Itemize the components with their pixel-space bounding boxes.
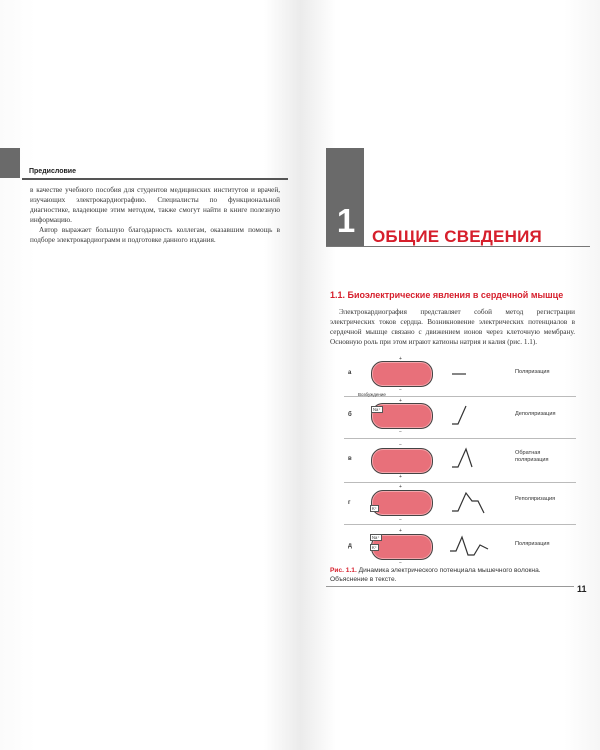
charge-sign: −: [399, 517, 402, 523]
state-label: Деполяризация: [515, 411, 556, 417]
chapter-rule: [326, 246, 590, 247]
charge-sign: −: [399, 442, 402, 448]
running-header: Предисловие: [29, 168, 76, 175]
preface-paragraph-2: Автор выражает большую благодарность коллегам, оказавшим помощь в подборе электрокардиограмм и подготовке данного издания.: [30, 226, 280, 244]
potential-curve-icon: [450, 531, 490, 561]
section-body: Электрокардиография представляет собой метод регистрации электрических токов сердца. Возникновение электрических потенциалов в сердечной мышце связано с движением ионов через клеточную мембрану. Основную роль при этом играют катионы натрия и калия (рис. 1.1).: [330, 308, 575, 346]
figure-row-g: [344, 482, 576, 526]
charge-sign: +: [399, 474, 402, 480]
state-label: Поляризация: [515, 369, 550, 375]
caption-text: Динамика электрического потенциала мышечного волокна. Объяснение в тексте.: [330, 567, 541, 583]
header-marker: [0, 148, 20, 178]
potential-curve-icon: [450, 359, 490, 389]
muscle-fiber: [371, 361, 433, 387]
charge-sign: +: [399, 484, 402, 490]
charge-sign: +: [399, 398, 402, 404]
potential-curve-icon: [450, 443, 490, 473]
page-number: 11: [577, 584, 587, 594]
muscle-fiber: [371, 490, 433, 516]
row-letter: в: [348, 456, 352, 462]
charge-sign: +: [399, 356, 402, 362]
preface-paragraph-1: в качестве учебного пособия для студентов медицинских институтов и врачей, изучающих электрокардиографию. Специалисты по функциональной диагностике, владеющие этим методом, также смогут найти в книге полезную информацию.: [30, 186, 280, 224]
row-letter: г: [348, 500, 351, 506]
chapter-number: 1: [336, 202, 356, 239]
excitation-label: Возбуждение: [358, 392, 386, 397]
charge-sign: −: [399, 387, 402, 393]
figure-row-d: [344, 524, 576, 568]
ion-label: K⁺: [372, 545, 378, 550]
section-title: 1.1. Биоэлектрические явления в сердечной мышце: [330, 290, 564, 300]
figure-row-v: [344, 438, 576, 482]
header-rule: [22, 178, 288, 180]
ion-label: K⁺: [372, 506, 378, 511]
chapter-title: ОБЩИЕ СВЕДЕНИЯ: [372, 227, 542, 246]
caption-ref: Рис. 1.1.: [330, 567, 357, 574]
state-label: Поляризация: [515, 541, 550, 547]
potential-curve-icon: [450, 400, 490, 430]
state-label: Обратная поляризация: [515, 450, 549, 463]
muscle-fiber: [371, 448, 433, 474]
footer-rule: [326, 586, 574, 587]
ion-label: Na⁺: [373, 407, 381, 412]
preface-text: [30, 185, 280, 245]
charge-sign: −: [399, 560, 402, 566]
state-label: Реполяризация: [515, 496, 556, 502]
charge-sign: +: [399, 528, 402, 534]
charge-sign: −: [399, 429, 402, 435]
figure-caption: [330, 566, 580, 584]
potential-curve-icon: [450, 487, 490, 517]
row-letter: а: [348, 370, 352, 376]
ion-label: Na⁺: [372, 535, 380, 540]
row-letter: д: [348, 543, 352, 549]
row-letter: б: [348, 412, 352, 418]
figure-row-b: [344, 392, 576, 440]
